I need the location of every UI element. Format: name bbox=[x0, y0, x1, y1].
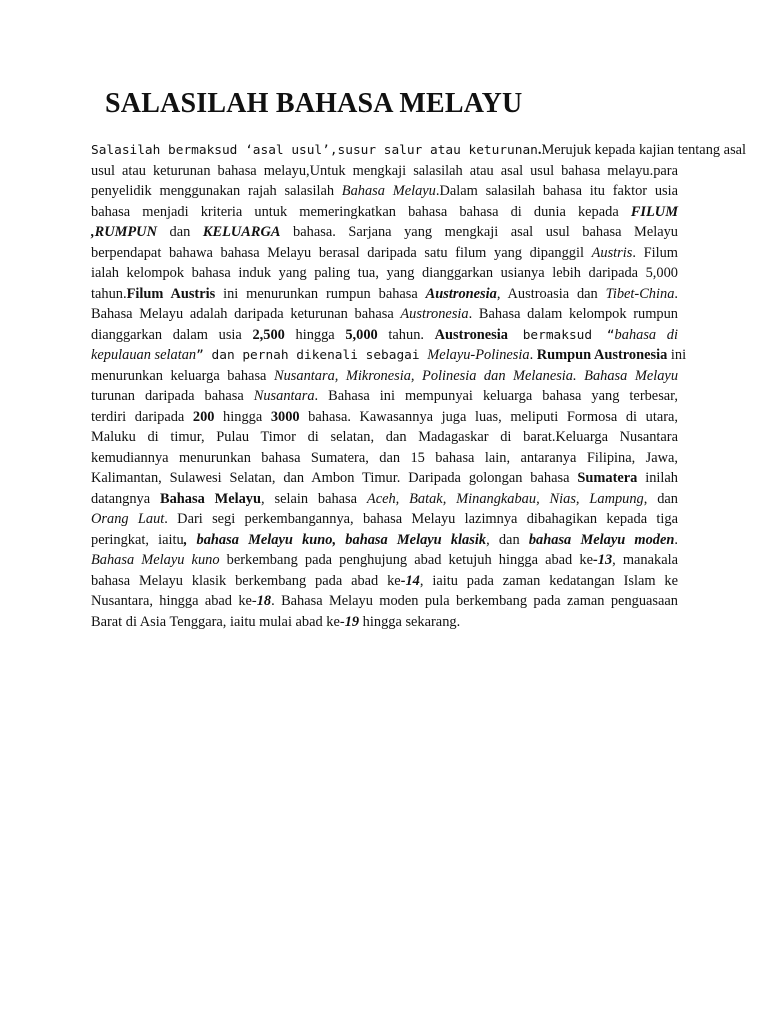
text-line bbox=[91, 468, 678, 489]
text-run: hingga bbox=[284, 326, 346, 343]
text-run: kemudiannya menurunkan bahasa Sumatera, dan 15 bahasa lain, antaranya Filipina, Jawa, bbox=[91, 449, 678, 466]
text-run: 3000 bbox=[270, 408, 300, 425]
text-run: Nusantara, Mikronesia, Polinesia dan Melanesia. bbox=[273, 367, 577, 384]
text-run: . bbox=[529, 347, 537, 363]
text-run: menurunkan keluarga bahasa bbox=[91, 367, 274, 384]
text-run: 19 bbox=[344, 613, 360, 630]
text-run: terdiri daripada bbox=[91, 408, 193, 425]
text-line bbox=[91, 222, 678, 243]
text-run: 5,000 bbox=[345, 326, 378, 343]
text-run: . Bahasa dalam kelompok rumpun bbox=[468, 306, 678, 322]
text-run: Kalimantan, Sulawesi Selatan, dan Ambon Timur. Daripada golongan bahasa bbox=[91, 470, 578, 486]
text-line bbox=[91, 325, 678, 346]
text-run: -14 bbox=[400, 572, 420, 589]
text-run: Aceh, Batak, Minangkabau, Nias, Lampung bbox=[366, 490, 644, 507]
text-line bbox=[91, 448, 678, 469]
text-run: 200 bbox=[192, 408, 215, 425]
text-run: bahasa. Kawasannya juga luas, meliputi Formosa di utara, bbox=[299, 408, 678, 425]
text-run: dan bbox=[156, 224, 203, 240]
text-run: ialah kelompok bahasa induk yang paling tua, yang dianggarkan usianya lebih daripada 5,000 bbox=[91, 265, 678, 281]
text-run: bahasa Melayu klasik berkembang pada abad ke bbox=[91, 572, 401, 589]
text-line bbox=[91, 550, 678, 571]
text-run: , Austroasia dan bbox=[496, 285, 606, 302]
text-line bbox=[91, 243, 678, 264]
text-line bbox=[91, 612, 678, 633]
body-paragraph bbox=[91, 140, 747, 632]
text-run: 18 bbox=[256, 593, 272, 609]
text-line bbox=[91, 140, 747, 161]
text-run: . bbox=[674, 285, 678, 302]
text-run: Nusantara bbox=[253, 388, 315, 404]
text-run: Sumatera bbox=[577, 470, 638, 486]
text-line bbox=[91, 509, 678, 530]
text-run: Bahasa Melayu bbox=[584, 367, 679, 384]
text-run: .Dalam salasilah bahasa itu faktor usia bbox=[435, 183, 678, 199]
text-run: bermaksud “ bbox=[507, 327, 615, 343]
text-run: , selain bahasa bbox=[261, 490, 367, 507]
text-run: ini bbox=[667, 347, 687, 363]
text-run: , dan bbox=[643, 490, 678, 507]
text-line bbox=[91, 284, 678, 305]
text-run: dianggarkan dalam usia bbox=[91, 326, 253, 343]
text-run: inilah bbox=[637, 470, 679, 486]
text-line bbox=[91, 345, 687, 366]
text-run: penyelidik menggunakan rajah salasilah bbox=[91, 183, 342, 199]
text-run: hingga bbox=[214, 408, 271, 425]
text-run: bahasa. Sarjana yang mengkaji asal usul bahasa Melayu bbox=[280, 224, 678, 240]
text-run: hingga sekarang. bbox=[359, 613, 461, 630]
document-title: SALASILAH BAHASA MELAYU bbox=[105, 88, 523, 119]
text-run: Austronesia bbox=[434, 326, 508, 343]
text-line bbox=[91, 489, 678, 510]
text-run: . Bahasa Melayu moden pula berkembang pada zaman penguasaan bbox=[271, 593, 678, 609]
text-run: KELUARGA bbox=[202, 224, 281, 240]
text-run: , bahasa Melayu kuno, bahasa Melayu klasik bbox=[183, 531, 487, 548]
text-run: Austris bbox=[591, 244, 633, 261]
text-line bbox=[91, 263, 678, 284]
text-run: bahasa Melayu moden bbox=[528, 531, 675, 548]
text-run: usul atau keturunan bahasa melayu,Untuk mengkaji salasilah atau asal usul bahasa melayu.para bbox=[91, 162, 678, 179]
text-run: Austronesia bbox=[400, 306, 469, 322]
text-line bbox=[91, 202, 678, 223]
text-run: Bahasa Melayu adalah daripada keturunan bahasa bbox=[91, 306, 401, 322]
text-run: Tibet-China bbox=[605, 285, 675, 302]
text-run: Maluku di timur, Pulau Timor di selatan, dan Madagaskar di barat.Keluarga Nusantara bbox=[91, 429, 678, 445]
text-run: Melayu-Polinesia bbox=[427, 347, 530, 363]
text-run: Merujuk kepada kajian tentang asal bbox=[541, 142, 747, 158]
text-run: FILUM bbox=[630, 203, 678, 220]
text-run: ini menurunkan rumpun bahasa bbox=[215, 285, 426, 302]
text-run: , dan bbox=[486, 531, 529, 548]
text-run: , iaitu pada zaman kedatangan Islam ke bbox=[419, 572, 678, 589]
text-run: berpendapat bahawa bahasa Melayu berasal daripada satu filum yang dipanggil bbox=[91, 244, 592, 261]
text-run: Filum Austris bbox=[126, 285, 216, 302]
text-run: berkembang pada penghujung abad ketujuh hingga abad ke bbox=[219, 552, 593, 568]
text-run: bahasa menjadi kriteria untuk memeringkatkan bahasa bahasa di dunia kepada bbox=[91, 203, 631, 220]
text-line bbox=[91, 366, 678, 387]
text-line bbox=[91, 181, 678, 202]
text-line bbox=[91, 304, 678, 325]
text-run: Bahasa Melayu bbox=[341, 183, 436, 199]
text-run: Rumpun Austronesia bbox=[536, 347, 668, 363]
text-run: Barat di Asia Tenggara, iaitu mulai abad ke- bbox=[91, 613, 345, 630]
text-line bbox=[91, 407, 678, 428]
text-run: ” dan pernah dikenali sebagai bbox=[196, 348, 428, 363]
text-run: Bahasa Melayu kuno bbox=[91, 552, 220, 568]
text-run: Orang Laut bbox=[91, 511, 165, 527]
text-run: 2,500 bbox=[252, 326, 285, 343]
text-line bbox=[91, 386, 678, 407]
text-run: turunan daripada bahasa bbox=[91, 388, 254, 404]
text-run: Nusantara, hingga abad ke- bbox=[91, 593, 257, 609]
text-run: tahun. bbox=[377, 326, 435, 343]
text-run: -13 bbox=[592, 552, 613, 568]
text-line bbox=[91, 530, 678, 551]
text-run: . bbox=[537, 142, 542, 158]
text-run: , manakala bbox=[612, 552, 678, 568]
text-run: Salasilah bermaksud ‘asal usul’,susur salur atau keturunan bbox=[91, 143, 538, 158]
text-run: . Filum bbox=[632, 244, 679, 261]
text-run: . bbox=[674, 531, 679, 548]
text-run: peringkat, iaitu bbox=[91, 531, 184, 548]
text-line bbox=[91, 571, 678, 592]
text-line bbox=[91, 591, 678, 612]
text-run: Bahasa Melayu bbox=[160, 490, 262, 507]
text-run: . Dari segi perkembangannya, bahasa Melayu lazimnya dibahagikan kepada tiga bbox=[164, 511, 678, 527]
text-run: . Bahasa ini mempunyai keluarga bahasa yang terbesar, bbox=[314, 388, 678, 404]
text-run: datangnya bbox=[91, 490, 160, 507]
text-run: ,RUMPUN bbox=[91, 224, 157, 240]
text-run: Austronesia bbox=[425, 285, 497, 302]
text-line bbox=[91, 427, 678, 448]
text-run: tahun. bbox=[91, 285, 127, 302]
text-line bbox=[91, 161, 678, 182]
text-run: bahasa di bbox=[614, 326, 678, 343]
text-run: kepulauan selatan bbox=[91, 347, 197, 363]
